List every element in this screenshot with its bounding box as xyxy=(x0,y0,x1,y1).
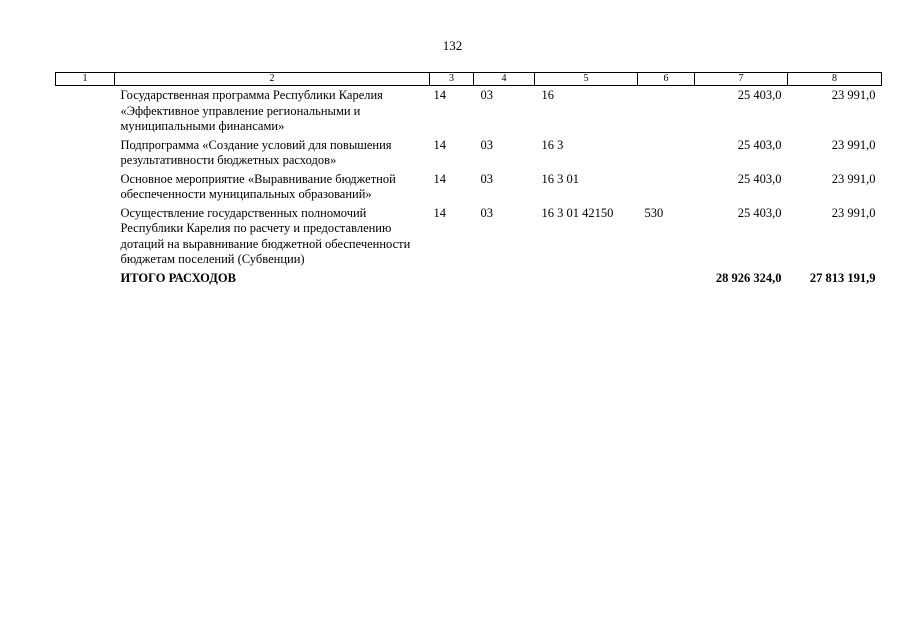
expense-type-cell xyxy=(638,172,695,206)
target-article-cell: 16 3 xyxy=(541,137,564,152)
sum-year2-cell: 23 991,0 xyxy=(831,137,876,152)
total-row xyxy=(56,271,882,287)
budget-table xyxy=(55,72,882,286)
total-sum-year2: 27 813 191,9 xyxy=(809,270,876,285)
empty-cell xyxy=(430,271,474,287)
target-article-cell: 16 xyxy=(541,88,554,102)
row-index-cell xyxy=(56,206,115,271)
table-row xyxy=(56,206,882,271)
razdel-cell: 14 xyxy=(433,137,446,152)
row-index-cell xyxy=(56,172,115,206)
razdel-cell: 14 xyxy=(433,171,446,186)
sum-year1-cell: 25 403,0 xyxy=(737,88,782,102)
target-article-cell: 16 3 01 xyxy=(541,171,579,186)
item-name: Основное мероприятие «Выравнивание бюджетной обеспеченности муниципальных образований» xyxy=(120,171,396,201)
expense-type-cell xyxy=(638,138,695,172)
column-header: 7 xyxy=(695,73,788,86)
sum-year2-cell: 23 991,0 xyxy=(831,88,876,102)
column-header: 6 xyxy=(638,73,695,86)
sum-year2-cell: 23 991,0 xyxy=(831,205,876,220)
page-number: 132 xyxy=(442,38,463,53)
razdel-cell: 14 xyxy=(433,205,446,220)
column-header: 1 xyxy=(56,73,115,86)
column-header: 5 xyxy=(535,73,638,86)
row-index-cell xyxy=(56,271,115,287)
column-header: 2 xyxy=(115,73,430,86)
empty-cell xyxy=(474,271,535,287)
podrazdel-cell: 03 xyxy=(480,137,493,152)
table-row xyxy=(56,172,882,206)
row-index-cell xyxy=(56,138,115,172)
column-header: 3 xyxy=(430,73,474,86)
empty-cell xyxy=(535,271,638,287)
table-row xyxy=(56,138,882,172)
expense-type-cell xyxy=(638,86,695,138)
table-row xyxy=(56,86,882,138)
row-index-cell xyxy=(56,86,115,138)
total-sum-year1: 28 926 324,0 xyxy=(715,270,782,285)
sum-year1-cell: 25 403,0 xyxy=(737,137,782,152)
target-article-cell: 16 3 01 42150 xyxy=(541,205,614,220)
column-number-header-row xyxy=(56,73,882,86)
sum-year2-cell: 23 991,0 xyxy=(831,171,876,186)
column-header: 4 xyxy=(474,73,535,86)
expense-type-cell: 530 xyxy=(644,205,664,220)
item-name: Государственная программа Республики Карелия «Эффективное управление региональными и муниципальными финансами» xyxy=(120,88,383,133)
sum-year1-cell: 25 403,0 xyxy=(737,171,782,186)
column-header: 8 xyxy=(788,73,882,86)
podrazdel-cell: 03 xyxy=(480,171,493,186)
razdel-cell: 14 xyxy=(433,88,446,102)
podrazdel-cell: 03 xyxy=(480,88,493,102)
empty-cell xyxy=(638,271,695,287)
item-name: Осуществление государственных полномочий Республики Карелия по расчету и предоставлению дотаций на выравнивание бюджетной обеспеченности бюджетам поселений (Субвенции) xyxy=(120,205,411,266)
total-label: ИТОГО РАСХОДОВ xyxy=(120,270,236,285)
podrazdel-cell: 03 xyxy=(480,205,493,220)
item-name: Подпрограмма «Создание условий для повышения результативности бюджетных расходов» xyxy=(120,137,392,167)
sum-year1-cell: 25 403,0 xyxy=(737,205,782,220)
